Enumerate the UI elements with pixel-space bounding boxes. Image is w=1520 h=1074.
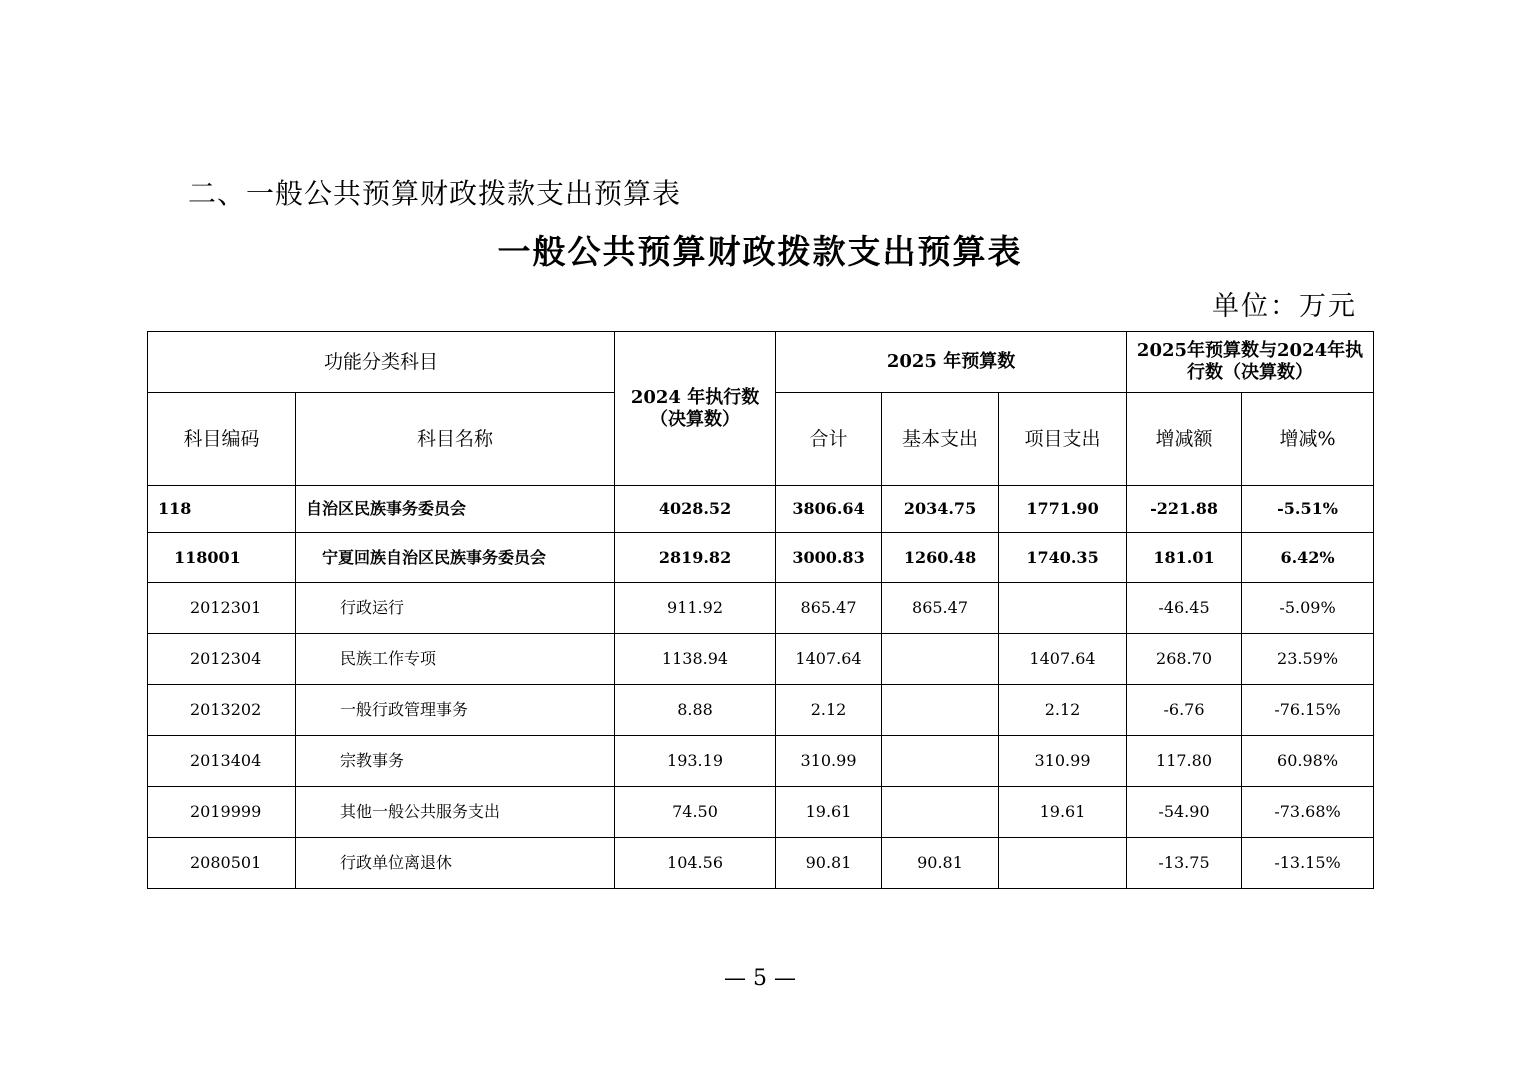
table-row bbox=[148, 787, 1374, 838]
cell-total: 1407.64 bbox=[776, 634, 882, 685]
cell-change-percent: -5.51% bbox=[1242, 486, 1374, 533]
table-row bbox=[148, 736, 1374, 787]
section-heading: 二、一般公共预算财政拨款支出预算表 bbox=[188, 177, 682, 210]
cell-exec-2024: 8.88 bbox=[615, 685, 776, 736]
table-title: 一般公共预算财政拨款支出预算表 bbox=[497, 232, 1023, 271]
cell-change-amount: -221.88 bbox=[1127, 486, 1242, 533]
cell-basic bbox=[882, 634, 999, 685]
table-row bbox=[148, 838, 1374, 889]
header-total: 合计 bbox=[776, 393, 882, 486]
header-code: 科目编码 bbox=[148, 393, 296, 486]
cell-change-percent: -73.68% bbox=[1242, 787, 1374, 838]
cell-name: 民族工作专项 bbox=[296, 634, 615, 685]
cell-basic bbox=[882, 685, 999, 736]
cell-project: 310.99 bbox=[999, 736, 1127, 787]
cell-change-amount: -46.45 bbox=[1127, 583, 1242, 634]
cell-name: 其他一般公共服务支出 bbox=[296, 787, 615, 838]
cell-exec-2024: 104.56 bbox=[615, 838, 776, 889]
table-row bbox=[148, 634, 1374, 685]
header-basic: 基本支出 bbox=[882, 393, 999, 486]
cell-total: 19.61 bbox=[776, 787, 882, 838]
cell-change-amount: -6.76 bbox=[1127, 685, 1242, 736]
cell-project: 1407.64 bbox=[999, 634, 1127, 685]
cell-total: 90.81 bbox=[776, 838, 882, 889]
cell-name: 自治区民族事务委员会 bbox=[296, 486, 615, 533]
cell-basic: 90.81 bbox=[882, 838, 999, 889]
cell-project bbox=[999, 838, 1127, 889]
table-row bbox=[148, 583, 1374, 634]
cell-basic: 2034.75 bbox=[882, 486, 999, 533]
header-budget-2025: 2025 年预算数 bbox=[776, 332, 1127, 393]
cell-change-percent: 23.59% bbox=[1242, 634, 1374, 685]
table-row bbox=[148, 685, 1374, 736]
cell-basic: 1260.48 bbox=[882, 533, 999, 583]
cell-change-percent: -76.15% bbox=[1242, 685, 1374, 736]
cell-total: 865.47 bbox=[776, 583, 882, 634]
cell-project: 1771.90 bbox=[999, 486, 1127, 533]
cell-total: 3000.83 bbox=[776, 533, 882, 583]
cell-change-percent: 60.98% bbox=[1242, 736, 1374, 787]
cell-project: 19.61 bbox=[999, 787, 1127, 838]
cell-project: 2.12 bbox=[999, 685, 1127, 736]
cell-code: 118 bbox=[148, 486, 296, 533]
cell-change-amount: -13.75 bbox=[1127, 838, 1242, 889]
header-change-group: 2025年预算数与2024年执行数（决算数） bbox=[1127, 332, 1374, 393]
cell-code: 2019999 bbox=[148, 787, 296, 838]
cell-code: 2012304 bbox=[148, 634, 296, 685]
cell-name: 行政运行 bbox=[296, 583, 615, 634]
cell-exec-2024: 1138.94 bbox=[615, 634, 776, 685]
cell-code: 2013202 bbox=[148, 685, 296, 736]
unit-label: 单位：万元 bbox=[1212, 291, 1357, 322]
cell-change-amount: 181.01 bbox=[1127, 533, 1242, 583]
cell-basic: 865.47 bbox=[882, 583, 999, 634]
cell-basic bbox=[882, 787, 999, 838]
cell-basic bbox=[882, 736, 999, 787]
cell-total: 2.12 bbox=[776, 685, 882, 736]
budget-table bbox=[147, 331, 1374, 889]
header-name: 科目名称 bbox=[296, 393, 615, 486]
header-row-top bbox=[148, 332, 1374, 393]
cell-code: 118001 bbox=[148, 533, 296, 583]
table-row bbox=[148, 533, 1374, 583]
cell-change-amount: 268.70 bbox=[1127, 634, 1242, 685]
header-exec-2024: 2024 年执行数（决算数） bbox=[615, 332, 776, 486]
header-change-amount: 增减额 bbox=[1127, 393, 1242, 486]
cell-change-percent: 6.42% bbox=[1242, 533, 1374, 583]
cell-exec-2024: 193.19 bbox=[615, 736, 776, 787]
cell-change-percent: -13.15% bbox=[1242, 838, 1374, 889]
cell-exec-2024: 74.50 bbox=[615, 787, 776, 838]
cell-exec-2024: 4028.52 bbox=[615, 486, 776, 533]
cell-exec-2024: 911.92 bbox=[615, 583, 776, 634]
table-row bbox=[148, 486, 1374, 533]
cell-exec-2024: 2819.82 bbox=[615, 533, 776, 583]
cell-project bbox=[999, 583, 1127, 634]
cell-name: 行政单位离退休 bbox=[296, 838, 615, 889]
cell-name: 宗教事务 bbox=[296, 736, 615, 787]
cell-name: 一般行政管理事务 bbox=[296, 685, 615, 736]
cell-change-amount: -54.90 bbox=[1127, 787, 1242, 838]
header-functional-category: 功能分类科目 bbox=[148, 332, 615, 393]
cell-name: 宁夏回族自治区民族事务委员会 bbox=[296, 533, 615, 583]
page-number: — 5 — bbox=[724, 966, 796, 991]
cell-code: 2012301 bbox=[148, 583, 296, 634]
cell-change-percent: -5.09% bbox=[1242, 583, 1374, 634]
header-project: 项目支出 bbox=[999, 393, 1127, 486]
header-change-percent: 增减% bbox=[1242, 393, 1374, 486]
cell-code: 2080501 bbox=[148, 838, 296, 889]
cell-total: 3806.64 bbox=[776, 486, 882, 533]
cell-total: 310.99 bbox=[776, 736, 882, 787]
cell-change-amount: 117.80 bbox=[1127, 736, 1242, 787]
cell-code: 2013404 bbox=[148, 736, 296, 787]
cell-project: 1740.35 bbox=[999, 533, 1127, 583]
